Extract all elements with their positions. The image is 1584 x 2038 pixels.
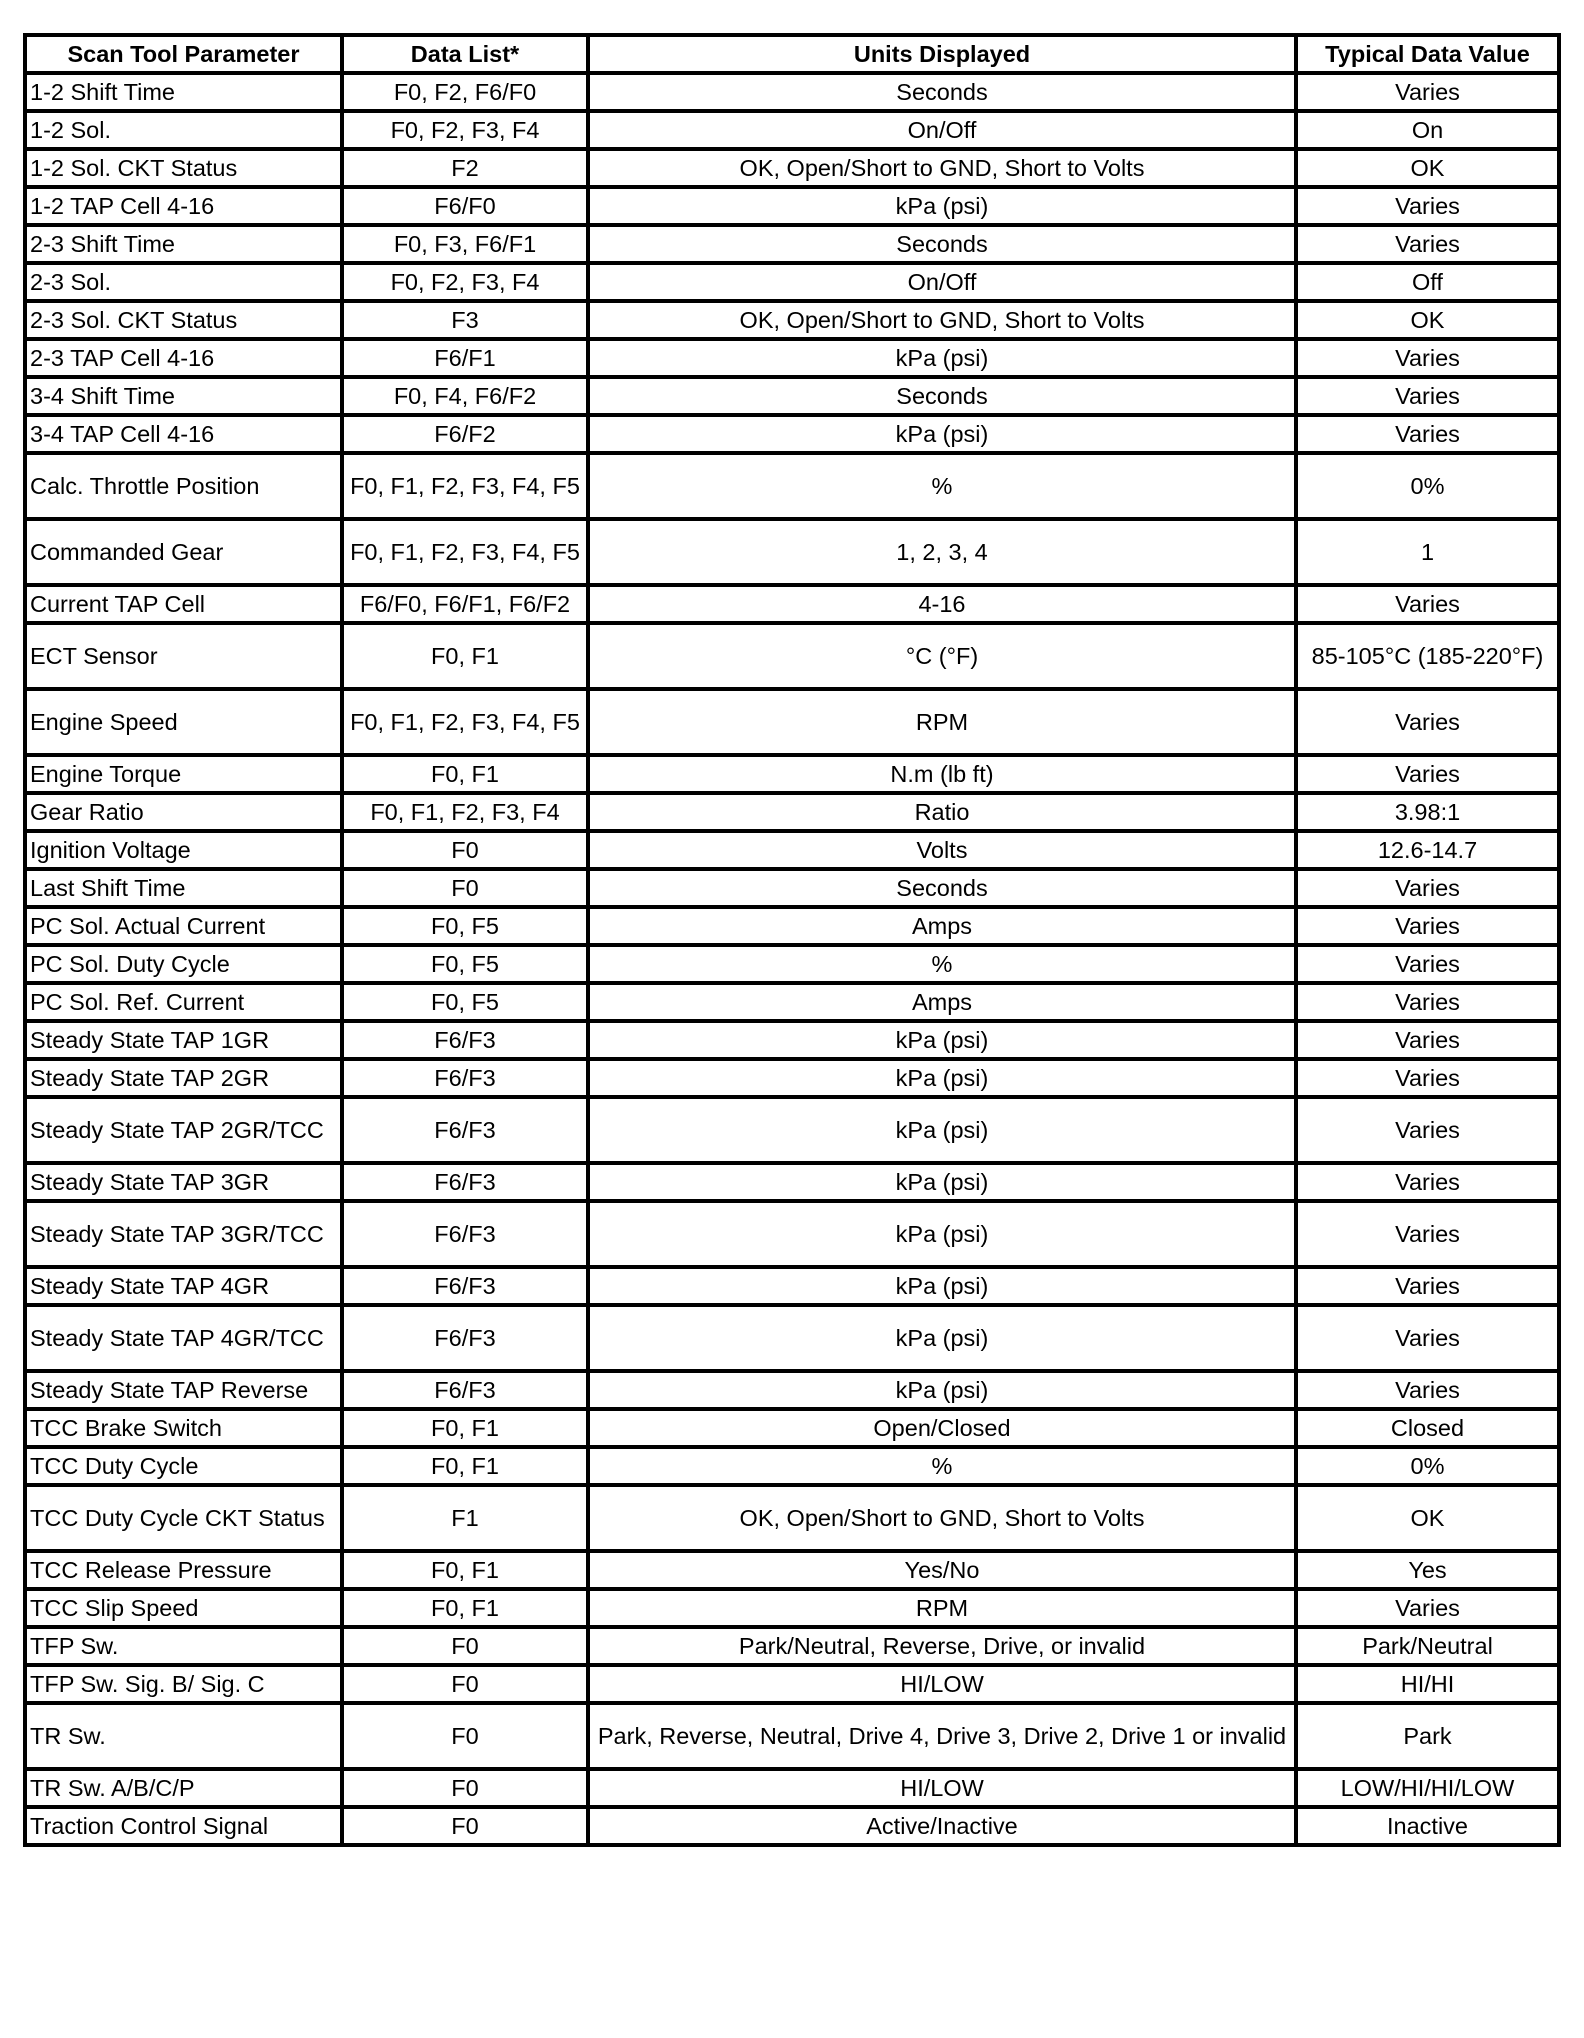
units-cell: % xyxy=(588,1447,1296,1485)
units-cell: kPa (psi) xyxy=(588,415,1296,453)
param-cell: Commanded Gear xyxy=(25,519,342,585)
table-row xyxy=(25,263,1559,301)
data-list-cell: F0, F1 xyxy=(342,1409,588,1447)
typical-value-cell: Varies xyxy=(1296,1021,1559,1059)
header-data-list: Data List* xyxy=(342,35,588,73)
typical-value-cell: Park/Neutral xyxy=(1296,1627,1559,1665)
typical-value-cell: OK xyxy=(1296,301,1559,339)
table-row xyxy=(25,187,1559,225)
table-row xyxy=(25,149,1559,187)
typical-value-cell: Varies xyxy=(1296,755,1559,793)
units-cell: kPa (psi) xyxy=(588,1059,1296,1097)
table-row xyxy=(25,1409,1559,1447)
units-cell: N.m (lb ft) xyxy=(588,755,1296,793)
typical-value-cell: LOW/HI/HI/LOW xyxy=(1296,1769,1559,1807)
units-cell: kPa (psi) xyxy=(588,1305,1296,1371)
units-cell: Park, Reverse, Neutral, Drive 4, Drive 3, Drive 2, Drive 1 or invalid xyxy=(588,1703,1296,1769)
units-cell: kPa (psi) xyxy=(588,1267,1296,1305)
typical-value-cell: Inactive xyxy=(1296,1807,1559,1845)
data-list-cell: F6/F2 xyxy=(342,415,588,453)
typical-value-cell: 0% xyxy=(1296,453,1559,519)
param-cell: PC Sol. Duty Cycle xyxy=(25,945,342,983)
param-cell: Gear Ratio xyxy=(25,793,342,831)
param-cell: PC Sol. Actual Current xyxy=(25,907,342,945)
typical-value-cell: Yes xyxy=(1296,1551,1559,1589)
units-cell: On/Off xyxy=(588,111,1296,149)
table-row xyxy=(25,1163,1559,1201)
units-cell: kPa (psi) xyxy=(588,1371,1296,1409)
param-cell: 3-4 Shift Time xyxy=(25,377,342,415)
data-list-cell: F6/F0, F6/F1, F6/F2 xyxy=(342,585,588,623)
table-row xyxy=(25,793,1559,831)
data-list-cell: F6/F3 xyxy=(342,1021,588,1059)
typical-value-cell: OK xyxy=(1296,1485,1559,1551)
typical-value-cell: Varies xyxy=(1296,689,1559,755)
typical-value-cell: Varies xyxy=(1296,1163,1559,1201)
typical-value-cell: 0% xyxy=(1296,1447,1559,1485)
table-row xyxy=(25,1021,1559,1059)
data-list-cell: F6/F3 xyxy=(342,1201,588,1267)
param-cell: 3-4 TAP Cell 4-16 xyxy=(25,415,342,453)
units-cell: HI/LOW xyxy=(588,1665,1296,1703)
data-list-cell: F0, F5 xyxy=(342,945,588,983)
param-cell: Traction Control Signal xyxy=(25,1807,342,1845)
data-list-cell: F0, F2, F6/F0 xyxy=(342,73,588,111)
data-list-cell: F0, F1 xyxy=(342,623,588,689)
param-cell: TCC Duty Cycle CKT Status xyxy=(25,1485,342,1551)
data-list-cell: F6/F3 xyxy=(342,1371,588,1409)
data-list-cell: F6/F1 xyxy=(342,339,588,377)
param-cell: Last Shift Time xyxy=(25,869,342,907)
data-list-cell: F1 xyxy=(342,1485,588,1551)
data-list-cell: F6/F3 xyxy=(342,1267,588,1305)
scan-tool-data-table xyxy=(23,33,1561,1847)
data-list-cell: F6/F3 xyxy=(342,1305,588,1371)
typical-value-cell: Varies xyxy=(1296,869,1559,907)
table-row xyxy=(25,73,1559,111)
table-row xyxy=(25,907,1559,945)
param-cell: 1-2 TAP Cell 4-16 xyxy=(25,187,342,225)
typical-value-cell: Varies xyxy=(1296,1059,1559,1097)
param-cell: 1-2 Sol. CKT Status xyxy=(25,149,342,187)
table-row xyxy=(25,585,1559,623)
units-cell: Seconds xyxy=(588,73,1296,111)
units-cell: 1, 2, 3, 4 xyxy=(588,519,1296,585)
param-cell: TFP Sw. xyxy=(25,1627,342,1665)
table-row xyxy=(25,1447,1559,1485)
units-cell: Ratio xyxy=(588,793,1296,831)
table-body xyxy=(25,73,1559,1845)
typical-value-cell: OK xyxy=(1296,149,1559,187)
data-list-cell: F0, F5 xyxy=(342,983,588,1021)
units-cell: Active/Inactive xyxy=(588,1807,1296,1845)
table-row xyxy=(25,1551,1559,1589)
data-list-cell: F0, F3, F6/F1 xyxy=(342,225,588,263)
table-row xyxy=(25,1201,1559,1267)
table-row xyxy=(25,1703,1559,1769)
param-cell: 2-3 Sol. xyxy=(25,263,342,301)
units-cell: Park/Neutral, Reverse, Drive, or invalid xyxy=(588,1627,1296,1665)
param-cell: Steady State TAP 4GR/TCC xyxy=(25,1305,342,1371)
units-cell: RPM xyxy=(588,689,1296,755)
data-list-cell: F0 xyxy=(342,831,588,869)
typical-value-cell: On xyxy=(1296,111,1559,149)
units-cell: RPM xyxy=(588,1589,1296,1627)
table-row xyxy=(25,111,1559,149)
data-list-cell: F6/F3 xyxy=(342,1163,588,1201)
param-cell: TCC Slip Speed xyxy=(25,1589,342,1627)
table-row xyxy=(25,945,1559,983)
typical-value-cell: Off xyxy=(1296,263,1559,301)
units-cell: Amps xyxy=(588,983,1296,1021)
typical-value-cell: Varies xyxy=(1296,1097,1559,1163)
data-list-cell: F0, F2, F3, F4 xyxy=(342,263,588,301)
param-cell: Calc. Throttle Position xyxy=(25,453,342,519)
data-list-cell: F3 xyxy=(342,301,588,339)
typical-value-cell: Varies xyxy=(1296,377,1559,415)
units-cell: kPa (psi) xyxy=(588,1163,1296,1201)
units-cell: Volts xyxy=(588,831,1296,869)
table-row xyxy=(25,983,1559,1021)
param-cell: TR Sw. A/B/C/P xyxy=(25,1769,342,1807)
table-row xyxy=(25,301,1559,339)
data-list-cell: F0, F1, F2, F3, F4 xyxy=(342,793,588,831)
typical-value-cell: Varies xyxy=(1296,1267,1559,1305)
typical-value-cell: Varies xyxy=(1296,1371,1559,1409)
data-list-cell: F0, F2, F3, F4 xyxy=(342,111,588,149)
units-cell: Yes/No xyxy=(588,1551,1296,1589)
typical-value-cell: Varies xyxy=(1296,415,1559,453)
typical-value-cell: Park xyxy=(1296,1703,1559,1769)
data-list-cell: F0, F1 xyxy=(342,755,588,793)
units-cell: Open/Closed xyxy=(588,1409,1296,1447)
units-cell: kPa (psi) xyxy=(588,1021,1296,1059)
param-cell: 2-3 Shift Time xyxy=(25,225,342,263)
data-list-cell: F0, F1, F2, F3, F4, F5 xyxy=(342,519,588,585)
table-row xyxy=(25,377,1559,415)
data-list-cell: F0 xyxy=(342,1665,588,1703)
param-cell: 2-3 Sol. CKT Status xyxy=(25,301,342,339)
param-cell: 1-2 Shift Time xyxy=(25,73,342,111)
table-row xyxy=(25,1485,1559,1551)
data-list-cell: F6/F3 xyxy=(342,1059,588,1097)
table-row xyxy=(25,225,1559,263)
param-cell: TFP Sw. Sig. B/ Sig. C xyxy=(25,1665,342,1703)
typical-value-cell: 3.98:1 xyxy=(1296,793,1559,831)
units-cell: kPa (psi) xyxy=(588,187,1296,225)
data-list-cell: F0, F1 xyxy=(342,1447,588,1485)
units-cell: OK, Open/Short to GND, Short to Volts xyxy=(588,149,1296,187)
typical-value-cell: Varies xyxy=(1296,225,1559,263)
param-cell: Current TAP Cell xyxy=(25,585,342,623)
param-cell: Ignition Voltage xyxy=(25,831,342,869)
typical-value-cell: 85-105°C (185-220°F) xyxy=(1296,623,1559,689)
units-cell: Seconds xyxy=(588,377,1296,415)
typical-value-cell: 1 xyxy=(1296,519,1559,585)
units-cell: kPa (psi) xyxy=(588,339,1296,377)
units-cell: % xyxy=(588,945,1296,983)
units-cell: On/Off xyxy=(588,263,1296,301)
table-row xyxy=(25,1769,1559,1807)
param-cell: Steady State TAP Reverse xyxy=(25,1371,342,1409)
table-row xyxy=(25,623,1559,689)
data-list-cell: F0, F4, F6/F2 xyxy=(342,377,588,415)
data-list-cell: F0 xyxy=(342,1769,588,1807)
typical-value-cell: Varies xyxy=(1296,339,1559,377)
param-cell: 2-3 TAP Cell 4-16 xyxy=(25,339,342,377)
data-list-cell: F2 xyxy=(342,149,588,187)
table-row xyxy=(25,831,1559,869)
table-row xyxy=(25,1807,1559,1845)
data-list-cell: F0 xyxy=(342,1627,588,1665)
table-row xyxy=(25,1059,1559,1097)
header-scan-tool-parameter: Scan Tool Parameter xyxy=(25,35,342,73)
param-cell: Steady State TAP 2GR xyxy=(25,1059,342,1097)
data-list-cell: F0, F1, F2, F3, F4, F5 xyxy=(342,453,588,519)
units-cell: Amps xyxy=(588,907,1296,945)
typical-value-cell: HI/HI xyxy=(1296,1665,1559,1703)
data-list-cell: F0 xyxy=(342,1703,588,1769)
units-cell: HI/LOW xyxy=(588,1769,1296,1807)
param-cell: TR Sw. xyxy=(25,1703,342,1769)
param-cell: Steady State TAP 4GR xyxy=(25,1267,342,1305)
table-row xyxy=(25,1665,1559,1703)
typical-value-cell: Closed xyxy=(1296,1409,1559,1447)
units-cell: % xyxy=(588,453,1296,519)
param-cell: TCC Brake Switch xyxy=(25,1409,342,1447)
typical-value-cell: Varies xyxy=(1296,907,1559,945)
header-units-displayed: Units Displayed xyxy=(588,35,1296,73)
param-cell: ECT Sensor xyxy=(25,623,342,689)
param-cell: Engine Speed xyxy=(25,689,342,755)
table-row xyxy=(25,1371,1559,1409)
typical-value-cell: Varies xyxy=(1296,983,1559,1021)
data-list-cell: F0 xyxy=(342,1807,588,1845)
data-list-cell: F0, F5 xyxy=(342,907,588,945)
table-row xyxy=(25,453,1559,519)
data-list-cell: F6/F0 xyxy=(342,187,588,225)
table-row xyxy=(25,689,1559,755)
data-list-cell: F0 xyxy=(342,869,588,907)
table-row xyxy=(25,1627,1559,1665)
document-page xyxy=(23,33,1557,1847)
units-cell: kPa (psi) xyxy=(588,1097,1296,1163)
table-row xyxy=(25,1267,1559,1305)
table-row xyxy=(25,869,1559,907)
typical-value-cell: Varies xyxy=(1296,585,1559,623)
typical-value-cell: Varies xyxy=(1296,1589,1559,1627)
param-cell: Steady State TAP 3GR/TCC xyxy=(25,1201,342,1267)
typical-value-cell: Varies xyxy=(1296,187,1559,225)
units-cell: OK, Open/Short to GND, Short to Volts xyxy=(588,301,1296,339)
param-cell: TCC Duty Cycle xyxy=(25,1447,342,1485)
data-list-cell: F6/F3 xyxy=(342,1097,588,1163)
units-cell: OK, Open/Short to GND, Short to Volts xyxy=(588,1485,1296,1551)
header-typical-data-value: Typical Data Value xyxy=(1296,35,1559,73)
table-row xyxy=(25,1097,1559,1163)
param-cell: Steady State TAP 2GR/TCC xyxy=(25,1097,342,1163)
table-row xyxy=(25,755,1559,793)
units-cell: Seconds xyxy=(588,225,1296,263)
table-header xyxy=(25,35,1559,73)
units-cell: °C (°F) xyxy=(588,623,1296,689)
data-list-cell: F0, F1, F2, F3, F4, F5 xyxy=(342,689,588,755)
param-cell: PC Sol. Ref. Current xyxy=(25,983,342,1021)
param-cell: 1-2 Sol. xyxy=(25,111,342,149)
table-row xyxy=(25,415,1559,453)
units-cell: 4-16 xyxy=(588,585,1296,623)
table-row xyxy=(25,519,1559,585)
data-list-cell: F0, F1 xyxy=(342,1551,588,1589)
typical-value-cell: 12.6-14.7 xyxy=(1296,831,1559,869)
param-cell: Steady State TAP 3GR xyxy=(25,1163,342,1201)
table-row xyxy=(25,1589,1559,1627)
typical-value-cell: Varies xyxy=(1296,1305,1559,1371)
table-row xyxy=(25,339,1559,377)
param-cell: Steady State TAP 1GR xyxy=(25,1021,342,1059)
units-cell: kPa (psi) xyxy=(588,1201,1296,1267)
param-cell: Engine Torque xyxy=(25,755,342,793)
header-row xyxy=(25,35,1559,73)
table-row xyxy=(25,1305,1559,1371)
units-cell: Seconds xyxy=(588,869,1296,907)
data-list-cell: F0, F1 xyxy=(342,1589,588,1627)
typical-value-cell: Varies xyxy=(1296,945,1559,983)
typical-value-cell: Varies xyxy=(1296,73,1559,111)
typical-value-cell: Varies xyxy=(1296,1201,1559,1267)
param-cell: TCC Release Pressure xyxy=(25,1551,342,1589)
